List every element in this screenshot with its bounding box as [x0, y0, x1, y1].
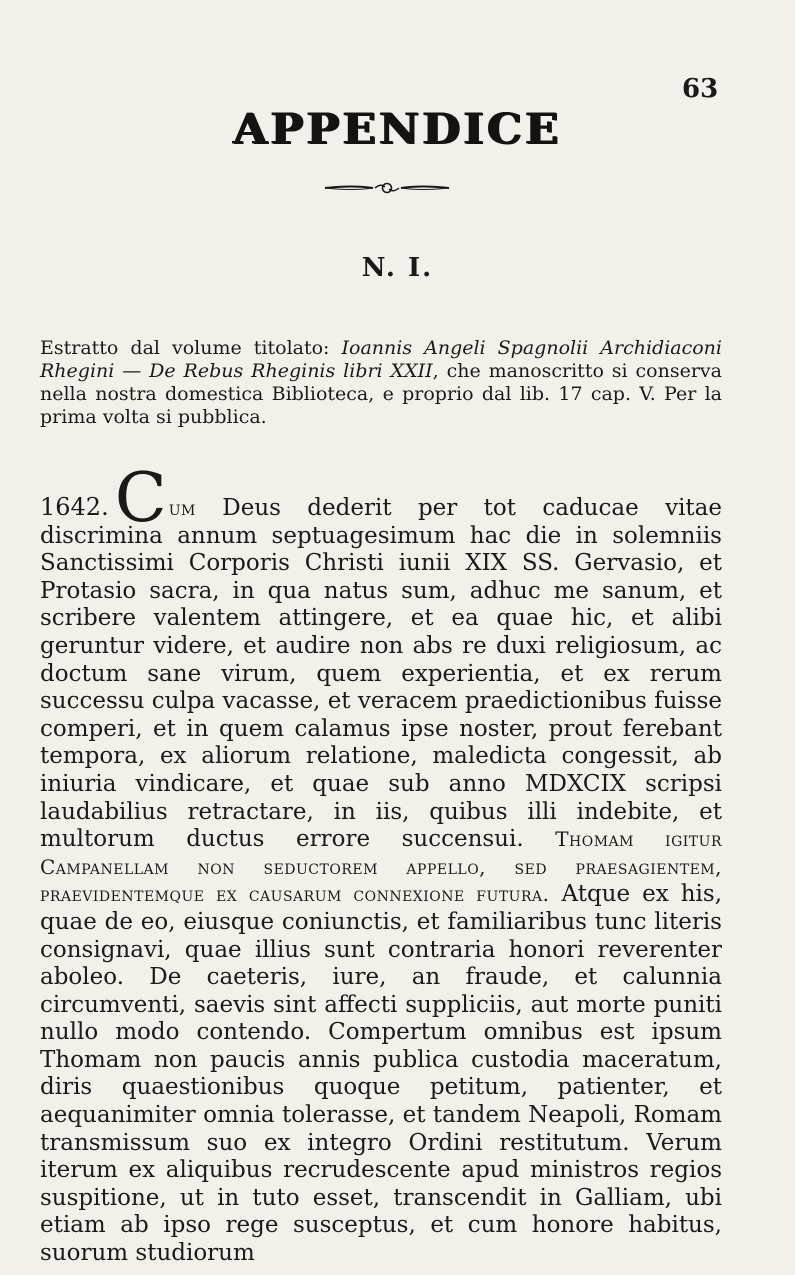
- intro-text-start: Estratto dal volume titolato:: [40, 337, 342, 359]
- page-title: APPENDICE: [233, 105, 562, 154]
- page-number: 63: [682, 74, 719, 104]
- ornament-divider: [323, 181, 451, 195]
- body-text-part2: Atque ex his, quae de eo, eiusque coniunctis, et familiaribus tunc literis consignavi, quae illius sunt contraria honori reverenter aboleo. De caeteris, iure, an fraude, et calunnia circumventi, saevis sint affecti suppliciis, aut morte puniti nullo modo contendo. Compertum omnibus est ipsum Thomam non paucis annis publica custodia maceratum, diris quaestionibus quoque petitum, patienter, et aequanimiter omnia tolerasse, et tandem Neapoli, Romam transmissum suo ex integro Ordini restitutum. Verum iterum ex aliquibus recrudescente apud ministros regios suspitione, ut in tuto esset, transcendit in Galliam, ubi etiam ab ipso rege susceptus, et cum honore habitus, suorum studiorum: [40, 881, 723, 1267]
- opening-smallcaps: um: [168, 496, 196, 520]
- latin-title: Ioannis Angeli Spagnolii Archidiaconi Rhegini — De Rebus Rheginis libri XXII: [40, 337, 722, 382]
- intro-text-end: , che manoscritto si conserva nella nostra domestica Biblioteca, e proprio dal lib. 17 cap. V. Per la prima volta si pubblica.: [40, 360, 722, 428]
- section-number: N. I.: [361, 253, 434, 283]
- year: 1642.: [40, 493, 109, 521]
- body-text-part1: Deus dederit per tot caducae vitae discrimina annum septuagesimum hac die in solemniis Sanctissimi Corporis Christi iunii XIX SS. Gervasio, et Protasio sacra, in qua natus sum, adhuc me sanum, et scribere valentem attingere, et ea quae hic, et alibi geruntur videre, et audire non abs re duxi religiosum, ac doctum sane virum, quem experientia, et ex rerum successu culpa vacasse, et veracem praedictionibus fuisse comperi, et in quem calamus ipse noster, prout ferebant tempora, ex aliorum relatione, maledicta congessit, ab iniuria vindicare, et quae sub anno MDXCIX scripsi laudabilius retractare, in iis, quibus illi indebite, et multorum ductus errore succensui.: [40, 495, 722, 853]
- intro-paragraph: [40, 337, 722, 429]
- emphasis-smallcaps: Thomam igitur Campanellam non seductorem appello, sed praesagientem, praevidentemque ex causarum connexione futura.: [40, 827, 722, 907]
- drop-cap: C: [114, 459, 167, 538]
- body-paragraph: [40, 459, 723, 1268]
